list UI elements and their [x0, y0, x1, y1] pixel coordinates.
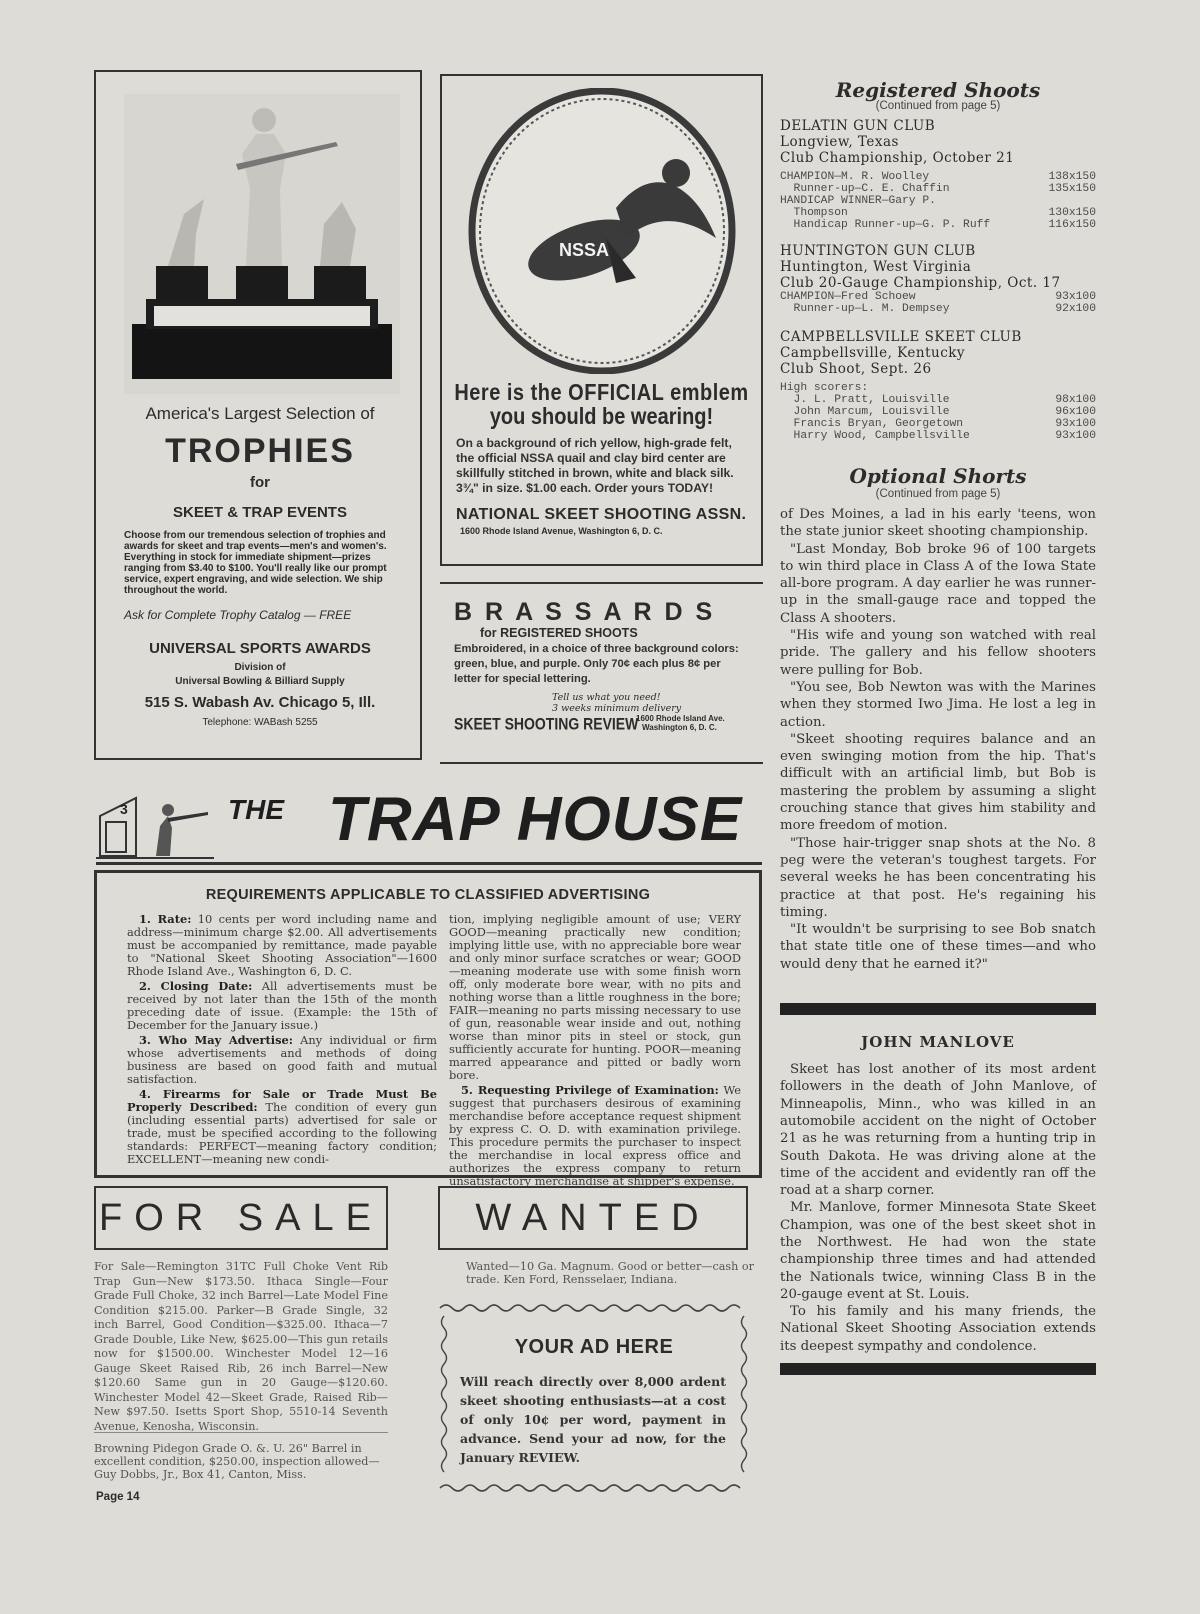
who-text: Any individual or firm whose advertisements and methods of doing business are based on good faith and mutual satisfaction. [127, 1033, 437, 1086]
trophy-division: Division of [234, 662, 286, 673]
result-score: 98x100 [1055, 394, 1096, 406]
result-row [780, 394, 1096, 406]
result-row [780, 207, 1096, 219]
club-huntington [780, 243, 1096, 315]
your-ad-here-body: Will reach directly over 8,000 ardent skeet shooting enthusiasts—at a cost of only 10¢ per word, payment in advance. Send your ad now, for the January REVIEW. [460, 1374, 726, 1465]
conditions-text: tion, implying negligible amount of use; VERY GOOD—meaning practically new condition; implying little use, with no appreciable bore wear and only minor surface scratches or wear; GOOD—meaning moderate use with some finish worn off, only moderate bore wear, with no pits and nothing worse than a little roughness in the bore; FAIR—meaning no parts missing necessary to use of gun, reasonable wear inside and out, nothing worse than minor pits in steel or stock, gun sufficiently accurate for hunting. POOR—meaning marred appearance and pitted or badly worn bore. [449, 912, 741, 1082]
emblem-headline2: you should be wearing! [489, 404, 714, 430]
result-row [780, 171, 1096, 183]
optional-shorts-title: Optional Shorts [849, 464, 1027, 488]
trophy-catalog: Ask for Complete Trophy Catalog — FREE [124, 608, 352, 622]
result-row [780, 430, 1096, 442]
result-score: 96x100 [1055, 406, 1096, 418]
paragraph: Mr. Manlove, former Minnesota State Skeet Champion, was one of the best skeet shot in the Northwest. He had won the state championship three times and had attended the Nationals twice, winning Class B in the 20-gauge event at St. Louis. [780, 1200, 1096, 1302]
paragraph: "It wouldn't be surprising to see Bob snatch that state title one of these times—and who would deny that he earned it?" [780, 922, 1096, 972]
emblem-org: NATIONAL SKEET SHOOTING ASSN. [456, 506, 747, 523]
brassard-pub-address1: 1600 Rhode Island Ave. [636, 714, 725, 723]
trophy-parent: Universal Bowling & Billiard Supply [175, 676, 345, 687]
result-label: HANDICAP WINNER—Gary P. [780, 195, 936, 207]
result-row [780, 219, 1096, 231]
result-label: Runner-up—C. E. Chaffin [780, 183, 950, 195]
club-campbellsville [780, 329, 1096, 442]
brassard-pub-address2: Washington 6, D. C. [642, 723, 717, 732]
for-sale-divider [94, 1432, 388, 1433]
result-score: 130x150 [1048, 207, 1096, 219]
result-score: 93x100 [1055, 418, 1096, 430]
registered-shoots-title: Registered Shoots [835, 78, 1041, 102]
trophy-body: Choose from our tremendous selection of trophies and awards for skeet and trap events—men's and women's. Everything in stock for immediate shipment—prizes ranging from $3.40 to $100. You'll really like our prompt service, expert engraving, and wide selection. We ship throughout the world. [124, 530, 387, 596]
scorers-label-text: High scorers: [780, 382, 869, 394]
trap-house-icon [96, 786, 216, 866]
club-place: Huntington, West Virginia [780, 259, 972, 275]
result-label: Francis Bryan, Georgetown [780, 418, 964, 430]
optional-continued: (Continued from page 5) [875, 488, 1001, 500]
club-name: DELATIN GUN CLUB [780, 118, 936, 134]
trophy-address: 515 S. Wabash Av. Chicago 5, Ill. [144, 694, 376, 711]
paragraph: To his family and his many friends, the National Skeet Shooting Association extends its deepest sympathy and condolence. [780, 1304, 1096, 1354]
result-row [780, 418, 1096, 430]
result-row [780, 406, 1096, 418]
classified-column-left [127, 913, 437, 1166]
brassard-ad [440, 582, 763, 762]
trap-house-banner [96, 786, 762, 866]
emblem-headline1: Here is the OFFICIAL emblem [454, 380, 749, 406]
closing-text: All advertisements must be received by not later than the 15th of the month preceding date of issue. (Example: the 15th of December for the January issue.) [127, 979, 437, 1032]
scorers-label [780, 382, 1096, 394]
emblem-address: 1600 Rhode Island Avenue, Washington 6, D. C. [460, 526, 663, 536]
result-label: Harry Wood, Campbellsville [780, 430, 970, 442]
your-ad-here-box [438, 1300, 756, 1495]
paragraph: "You see, Bob Newton was with the Marines when they stormed Iwo Jima. He lost a leg in action. [780, 679, 1096, 730]
paragraph: "His wife and young son watched with real pride. The gallery and his fellow shooters were pulling for Bob. [780, 628, 1096, 678]
result-label: CHAMPION—Fred Schoew [780, 291, 916, 303]
paragraph: "Skeet shooting requires balance and an even swinging motion from the hip. That's difficult with an artificial limb, but Bob is mastering the problem by assuming a slight crouching stance that gives him stability and more freedom of motion. [780, 731, 1096, 834]
paragraph: Skeet has lost another of its most ardent followers in the death of John Manlove, of Minneapolis, Minn., who was killed in an automobile accident on the night of October 21 as he was returning from a hunting trip in South Dakota. He was driving alone at the time of the accident and evidently ran off the road at a sharp corner. [780, 1062, 1096, 1199]
result-label: CHAMPION—M. R. Woolley [780, 171, 930, 183]
club-name: HUNTINGTON GUN CLUB [780, 243, 976, 259]
nssa-emblem-badge [466, 88, 738, 374]
result-score: 93x100 [1055, 291, 1096, 303]
result-score: 135x150 [1048, 183, 1096, 195]
trophy-company: UNIVERSAL SPORTS AWARDS [149, 640, 371, 657]
result-score: 138x150 [1048, 171, 1096, 183]
obituary-bottom-rule [780, 1363, 1096, 1375]
club-event: Club Shoot, Sept. 26 [780, 361, 932, 377]
obituary-body [780, 1061, 1096, 1355]
result-row [780, 183, 1096, 195]
for-sale-ad-1: For Sale—Remington 31TC Full Choke Vent Rib Trap Gun—New $173.50. Ithaca Single—Four Grade Full Choke, 32 inch Barrel—Late Model Fine Condition $215.00. Parker—B Grade Single, 32 inch Barrel, Good Condition—$325.00. Ithaca—7 Grade Double, Like New, $625.00—This gun retails now for $1500.00. Winchester Model 12—16 Gauge Skeet Raised Rib, 26 inch Barrel—New $120.60 Same gun in 20 Gauge—$120.60. Winchester Model 42—Skeet Grade, Raised Rib—New $97.50. Isetts Sport Shop, 5510-14 Seventh Avenue, Kenosha, Wisconsin. [94, 1260, 388, 1433]
result-score: 92x100 [1055, 303, 1096, 315]
obituary-title: JOHN MANLOVE [861, 1033, 1015, 1052]
brassard-subtitle: for REGISTERED SHOOTS [480, 626, 638, 640]
result-label: John Marcum, Louisville [780, 406, 950, 418]
classified-requirements-box [94, 870, 762, 1188]
brassard-note1: Tell us what you need! [552, 692, 661, 703]
paragraph: of Des Moines, a lad in his early 'teens, won the state junior skeet shooting championship. [780, 507, 1096, 540]
wanted-heading: WANTED [438, 1186, 748, 1250]
trap-house-sign-number: 3 [120, 801, 128, 817]
trap-house-the: THE [228, 794, 284, 825]
trophy-title: TROPHIES [165, 432, 355, 470]
firearms-label: 4. Firearms for Sale or Trade Must Be Properly Described: [127, 1087, 437, 1114]
result-label: Runner-up—L. M. Dempsey [780, 303, 950, 315]
result-row [780, 291, 1096, 303]
for-sale-ad-2: Browning Pidegon Grade O. &. U. 26" Barrel in excellent condition, $250.00, inspection allowed—Guy Dobbs, Jr., Box 41, Canton, Miss. [94, 1442, 380, 1481]
trap-house-rule [96, 862, 762, 865]
trophy-ad [94, 70, 422, 760]
classified-heading: REQUIREMENTS APPLICABLE TO CLASSIFIED ADVERTISING [205, 887, 651, 903]
club-event: Club Championship, October 21 [780, 150, 1015, 166]
brassard-publisher: SKEET SHOOTING REVIEW [454, 714, 639, 734]
emblem-ad [440, 74, 763, 566]
result-row [780, 195, 1096, 207]
examination-text: We suggest that purchasers desirous of examining merchandise before acceptance request shipment by express C. O. D. with examination privilege. This procedure permits the purchaser to inspect the merchandise in local express office and authorizes the express company to return unsatisfactory merchandise at shipper's expense. [449, 1083, 742, 1188]
trophy-for: for [250, 474, 270, 491]
classified-column-right [449, 913, 741, 1188]
result-row [780, 303, 1096, 315]
paragraph: "Last Monday, Bob broke 96 of 100 targets to win third place in Class A of the Iowa State all-bore program. A day earlier he was runner-up in the small-gauge race and topped the Class A shooters. [780, 541, 1096, 626]
brassard-title: B R A S S A R D S [454, 598, 716, 626]
trophy-subtitle: SKEET & TRAP EVENTS [173, 504, 347, 521]
result-score: 116x150 [1048, 219, 1096, 231]
optional-shorts-body [780, 506, 1096, 973]
result-label: Handicap Runner-up—G. P. Ruff [780, 219, 991, 231]
who-label: 3. Who May Advertise: [139, 1033, 293, 1047]
club-place: Longview, Texas [780, 134, 899, 150]
result-label: Thompson [780, 207, 848, 219]
club-delatin [780, 118, 1096, 231]
trophy-illustration [124, 94, 400, 394]
rate-text: 10 cents per word including name and address—minimum charge $2.00. All advertisements must be accompanied by remittance, made payable to "National Skeet Shooting Association"—1600 Rhode Island Ave., Washington 6, D. C. [127, 912, 437, 978]
club-event: Club 20-Gauge Championship, Oct. 17 [780, 275, 1061, 291]
right-column [780, 78, 1096, 1375]
brassard-bottom-rule [440, 762, 763, 764]
nssa-badge-text: NSSA [558, 240, 610, 260]
trophy-phone: Telephone: WABash 5255 [202, 717, 318, 728]
closing-label: 2. Closing Date: [139, 979, 253, 993]
brassard-note2: 3 weeks minimum delivery [552, 703, 682, 714]
your-ad-here-title: YOUR AD HERE [514, 1336, 674, 1358]
club-name: CAMPBELLSVILLE SKEET CLUB [780, 329, 1022, 345]
firearms-text: The condition of every gun (including essential parts) advertised for sale or trade, must be specified according to the following standards: PERFECT—meaning factory condition; EXCELLENT—meaning new condi- [127, 1100, 437, 1166]
trap-house-title: TRAP HOUSE [328, 785, 743, 854]
trophy-headline: America's Largest Selection of [145, 404, 375, 423]
obituary-top-rule [780, 1003, 1096, 1015]
examination-label: 5. Requesting Privilege of Examination: [461, 1083, 719, 1097]
registered-continued: (Continued from page 5) [875, 100, 1001, 112]
paragraph: "Those hair-trigger snap shots at the No. 8 peg were the veteran's toughest targets. For several weeks he has been concentrating his practice at that post. He's regaining his timing. [780, 835, 1096, 920]
rate-label: 1. Rate: [139, 912, 192, 926]
wanted-ad-1: Wanted—10 Ga. Magnum. Good or better—cash or trade. Ken Ford, Rensselaer, Indiana. [466, 1260, 755, 1286]
page-number: Page 14 [96, 1491, 140, 1503]
emblem-body: On a background of rich yellow, high-grade felt, the official NSSA quail and clay bird center are skillfully stitched in brown, white and black silk. 3¾" in size. $1.00 each. Order yours TODAY! [456, 436, 734, 495]
result-label: J. L. Pratt, Louisville [780, 394, 950, 406]
brassard-body: Embroidered, in a choice of three background colors: green, blue, and purple. Only 70¢ each plus 8¢ per letter for special lettering. [454, 643, 739, 685]
for-sale-heading: FOR SALE [94, 1186, 388, 1250]
result-score: 93x100 [1055, 430, 1096, 442]
club-place: Campbellsville, Kentucky [780, 345, 966, 361]
